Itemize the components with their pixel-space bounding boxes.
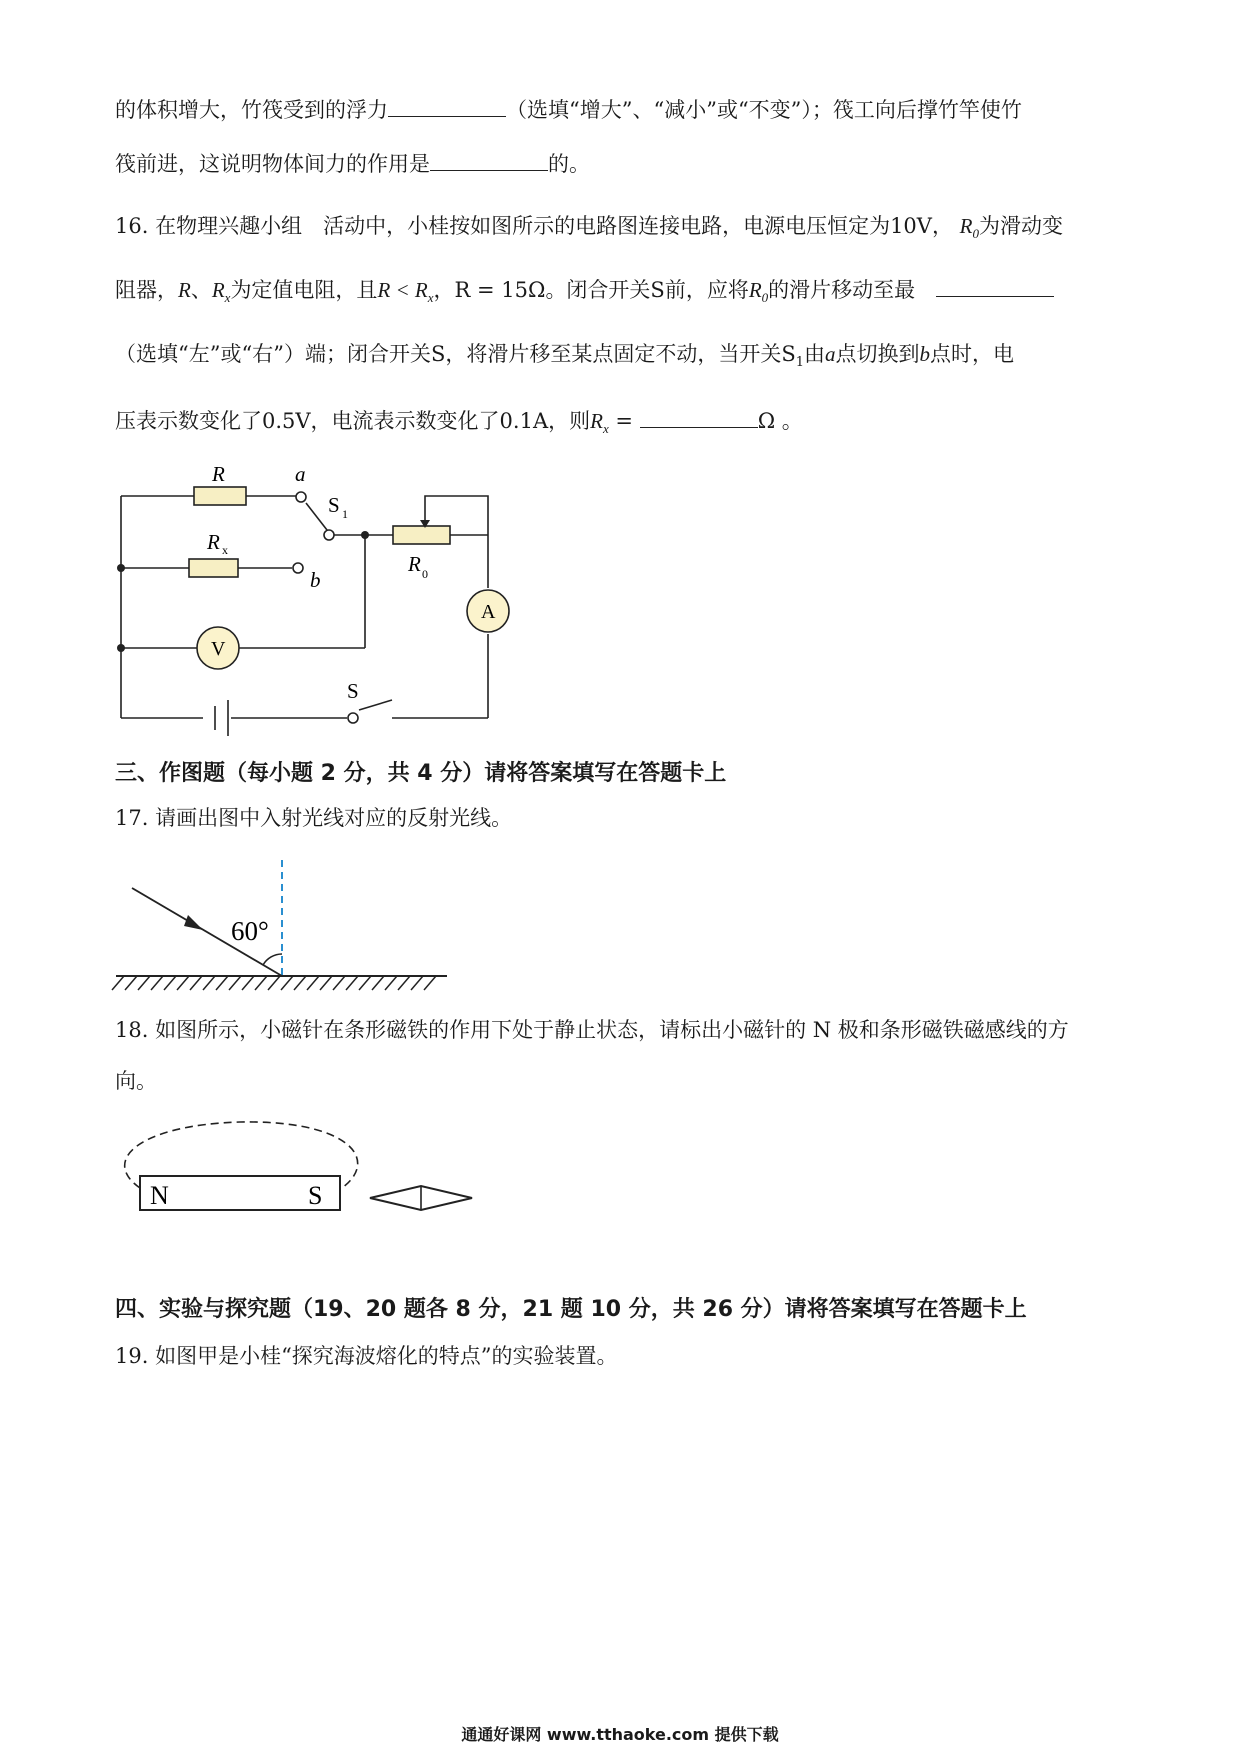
symbol-a: a: [825, 342, 836, 366]
voltmeter-label: V: [211, 638, 226, 660]
q18-line2: 向。: [115, 1069, 157, 1093]
q15-text-d: 的。: [548, 152, 590, 176]
symbol-r0: $R_0$: [959, 214, 979, 242]
q16-r-value: R = 15Ω: [454, 278, 546, 302]
q16-text-2b: 、: [190, 278, 212, 302]
q16-text-4b: =: [608, 409, 634, 433]
magnet-n-label: N: [150, 1181, 169, 1210]
q15-text-a: 的体积增大，竹筏受到的浮力: [115, 98, 388, 122]
q15-text-c: 筏前进，这说明物体间力的作用是: [115, 152, 430, 176]
label-rx-sub: x: [222, 543, 228, 557]
q16-text-3a: （选填“左”或“右”）端；闭合开关S，将滑片移至某点固定不动，当开关: [115, 342, 782, 366]
label-r0-sub: 0: [422, 567, 428, 581]
label-rx: R: [207, 530, 220, 554]
q16-text-2a: 阻器，: [115, 278, 178, 302]
ammeter-label: A: [481, 601, 496, 623]
label-r0: R: [408, 552, 421, 576]
symbol-b: b: [919, 342, 930, 366]
section4-heading: 四、实验与探究题（19、20 题各 8 分，21 题 10 分，共 26 分）请将答案填写在答题卡上: [115, 1297, 1027, 1322]
page-footer: 通通好课网 www.tthaoke.com 提供下载: [461, 1725, 779, 1744]
q16-text-3c: 点切换到: [835, 342, 920, 366]
q16-text-2d: ，: [433, 278, 455, 302]
angle-label: 60°: [231, 916, 269, 946]
symbol-s1: $S_1$: [781, 342, 804, 371]
q16-text-3d: 点时，电: [930, 342, 1014, 366]
q16-text-2g: 的滑片移动至最: [768, 278, 916, 302]
q16-text-1-tail: 为滑动变: [978, 214, 1063, 238]
q16-text-4c: Ω 。: [757, 409, 803, 433]
symbol-r: R: [178, 278, 191, 302]
symbol-rx-2: $R_x$: [590, 409, 609, 437]
q18-line1: 18. 如图所示，小磁针在条形磁铁的作用下处于静止状态，请标出小磁针的 N 极和条形磁铁磁感线的方: [115, 1018, 1069, 1042]
inequality: $R < R_x$: [377, 278, 434, 306]
label-a: a: [295, 462, 306, 486]
label-b: b: [310, 568, 321, 592]
label-s1-sub: 1: [342, 507, 348, 521]
q16-text-4a: 压表示数变化了0.5V，电流表示数变化了0.1A，则: [115, 409, 591, 433]
symbol-rx: $R_x$: [211, 278, 231, 306]
magnet-s-label: S: [308, 1181, 323, 1210]
q16-text-2f: 。闭合开关S前，应将: [545, 278, 749, 302]
q16-text-1: 16. 在物理兴趣小组 活动中，小桂按如图所示的电路图连接电路，电源电压恒定为10V，: [115, 214, 953, 238]
symbol-r0-2: $R_0$: [748, 278, 769, 306]
q15-text-b: （选填“增大”、“减小”或“不变”）；筏工向后撑竹竿使竹: [506, 98, 1022, 122]
q17-text: 17. 请画出图中入射光线对应的反射光线。: [115, 806, 513, 830]
q16-text-2c: 为定值电阻，且: [230, 278, 378, 302]
section3-heading: 三、作图题（每小题 2 分，共 4 分）请将答案填写在答题卡上: [115, 761, 727, 786]
q19-text: 19. 如图甲是小桂“探究海波熔化的特点”的实验装置。: [115, 1344, 618, 1368]
label-r: R: [212, 462, 225, 486]
q16-text-3b: 由: [804, 342, 825, 366]
label-s1: S: [328, 493, 340, 517]
label-s: S: [347, 679, 359, 703]
